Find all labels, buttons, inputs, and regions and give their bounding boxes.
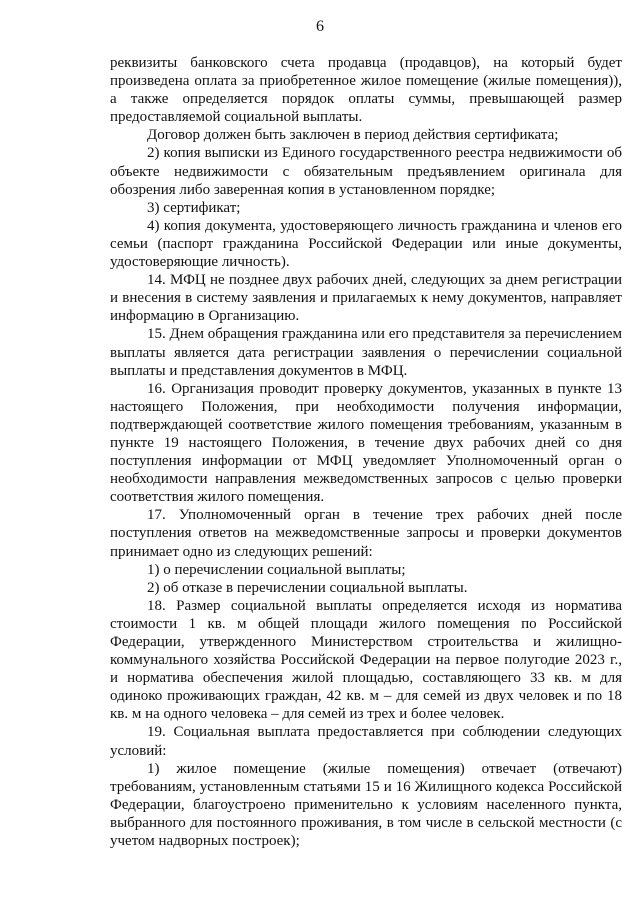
paragraph: 4) копия документа, удостоверяющего личность гражданина и членов его семьи (паспорт гражданина Российской Федерации или иные документы, удостоверяющие личность). — [110, 217, 622, 271]
paragraph: 19. Социальная выплата предоставляется при соблюдении следующих условий: — [110, 724, 622, 759]
paragraph: Договор должен быть заключен в период действия сертификата; — [147, 127, 559, 144]
page-number: 6 — [316, 18, 324, 35]
document-body — [110, 54, 622, 850]
paragraph: 3) сертификат; — [147, 199, 241, 216]
paragraph: 18. Размер социальной выплаты определяется исходя из норматива стоимости 1 кв. м общей площади жилого помещения по Российской Федерации, утвержденного Министерством строительства и жилищно-коммунального хозяйства Российской Федерации на первое полугодие 2023 г., и норматива обеспечения жилой площадью, составляющего 33 кв. м для одиноко проживающих граждан, 42 кв. м – для семей из двух человек и по 18 кв. м на одного человека – для семей из трех и более человек. — [110, 597, 622, 723]
paragraph: 15. Днем обращения гражданина или его представителя за перечислением выплаты является дата регистрации заявления о перечислении социальной выплаты и представления документов в МФЦ. — [110, 326, 622, 379]
paragraph: реквизиты банковского счета продавца (продавцов), на который будет произведена оплата за приобретенное жилое помещение (жилые помещения)), а также определяется порядок оплаты суммы, превышающей размер предоставляемой социальной выплаты. — [110, 55, 622, 126]
paragraph: 2) об отказе в перечислении социальной выплаты. — [147, 579, 468, 596]
paragraph: 2) копия выписки из Единого государственного реестра недвижимости об объекте недвижимости с обязательным предъявлением оригинала для обозрения либо заверенная копия в установленном порядке; — [110, 145, 622, 198]
paragraph: 17. Уполномоченный орган в течение трех рабочих дней после поступления ответов на межведомственные запросы и проверки документов принимает одно из следующих решений: — [110, 507, 622, 560]
paragraph: 1) о перечислении социальной выплаты; — [147, 561, 406, 578]
paragraph: 16. Организация проводит проверку документов, указанных в пункте 13 настоящего Положения, при необходимости получения информации, подтверждающей соответствие жилого помещения требованиям, указанным в пункте 19 настоящего Положения, в течение двух рабочих дней со дня поступления информации от МФЦ уведомляет Уполномоченный орган о необходимости направления межведомственных запросов с целью проверки соответствия жилого помещения. — [110, 380, 622, 506]
paragraph: 1) жилое помещение (жилые помещения) отвечает (отвечают) требованиям, установленным статьями 15 и 16 Жилищного кодекса Российской Федерации, благоустроено применительно к условиям населенного пункта, выбранного для постоянного проживания, в том числе в сельской местности (с учетом надворных построек); — [110, 760, 622, 850]
paragraph: 14. МФЦ не позднее двух рабочих дней, следующих за днем регистрации и внесения в систему заявления и прилагаемых к нему документов, направляет информацию в Организацию. — [110, 272, 622, 325]
